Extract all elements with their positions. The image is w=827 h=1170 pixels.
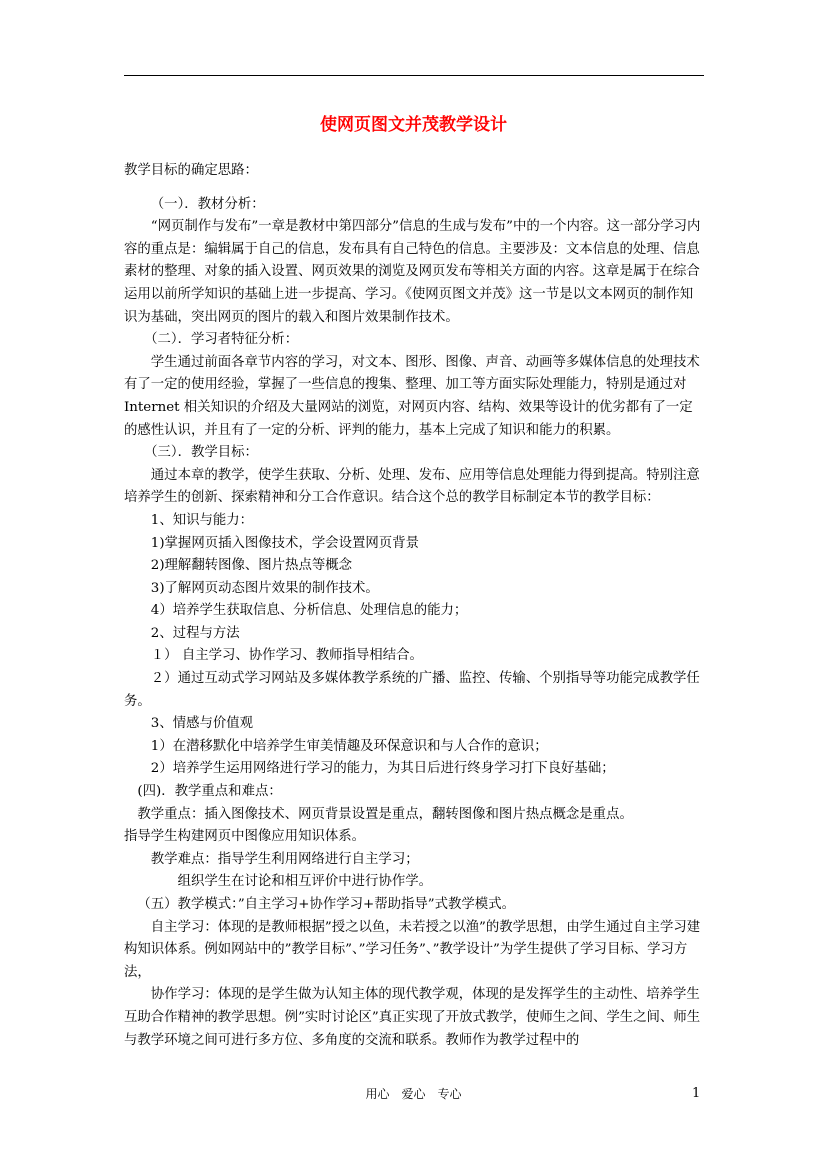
paragraph: 自主学习：体现的是教师根据”授之以鱼，未若授之以渔”的教学思想，由学生通过自主学习建构知识体系。例如网站中的”教学目标”、”学习任务”、”教学设计”为学生提供了学习目标、学习方法，	[124, 919, 701, 980]
paragraph: 协作学习：体现的是学生做为认知主体的现代教学观，体现的是发挥学生的主动性、培养学生互助合作精神的教学思想。例”实时讨论区”真正实现了开放式教学，使师生之间、学生之间、师生与教学环境之间可进行多方位、多角度的交流和联系。教师作为教学过程中的	[124, 987, 701, 1048]
header-rule	[124, 75, 704, 76]
page-number: 1	[692, 1086, 701, 1101]
paragraph: 教学重点：插入图像技术、网页背景设置是重点，翻转图像和图片热点概念是重点。	[137, 806, 633, 822]
paragraph: 2)理解翻转图像、图片热点等概念	[150, 558, 353, 574]
paragraph: 2、过程与方法	[150, 625, 240, 641]
paragraph: 1)掌握网页插入图像技术，学会设置网页背景	[150, 535, 419, 551]
paragraph: １） 自主学习、协作学习、教师指导相结合。	[150, 648, 423, 664]
paragraph: 4）培养学生获取信息、分析信息、处理信息的能力；	[150, 603, 468, 619]
document-body	[124, 160, 704, 1052]
paragraph: 学生通过前面各章节内容的学习，对文本、图形、图像、声音、动画等多媒体信息的处理技术有了一定的使用经验，掌握了一些信息的搜集、整理、加工等方面实际处理能力，特别是通过对 Internet 相关知识的介绍及大量网站的浏览，对网页内容、结构、效果等设计的优劣都有了一定的感性认识，并且有了一定的分析、评判的能力，基本上完成了知识和能力的积累。	[124, 354, 700, 438]
paragraph: 1、知识与能力：	[150, 512, 254, 528]
paragraph: （五）教学模式：”自主学习+协作学习+帮助指导”式教学模式。	[137, 897, 515, 912]
paragraph: 教学目标的确定思路：	[124, 163, 258, 178]
paragraph: （三）．教学目标：	[144, 445, 258, 461]
paragraph: 3、情感与价值观	[150, 716, 254, 732]
paragraph: (四)．教学重点和难点：	[137, 784, 282, 800]
paragraph: ２）通过互动式学习网站及多媒体教学系统的广播、监控、传输、个别指导等功能完成教学任务。	[124, 671, 700, 709]
paragraph: “网页制作与发布”一章是教材中第四部分”信息的生成与发布”中的一个内容。这一部分学习内容的重点是：编辑属于自己的信息，发布具有自己特色的信息。主要涉及：文本信息的处理、信息素材的整理、对象的插入设置、网页效果的浏览及网页发布等相关方面的内容。这章是属于在综合运用以前所学知识的基础上进一步提高、学习。《使网页图文并茂》这一节是以文本网页的制作知识为基础，突出网页的图片的载入和图片效果制作技术。	[124, 219, 701, 325]
paragraph: 组织学生在讨论和相互评价中进行协作学。	[177, 874, 433, 890]
paragraph: （二）．学习者特征分析：	[144, 332, 299, 348]
paragraph: 教学难点：指导学生利用网络进行自主学习；	[150, 851, 419, 867]
paragraph: 3)了解网页动态图片效果的制作技术。	[150, 580, 379, 596]
paragraph: 2）培养学生运用网络进行学习的能力，为其日后进行终身学习打下良好基础；	[150, 761, 615, 777]
paragraph: （一）．教材分析：	[150, 196, 265, 212]
page-footer: 用心 爱心 专心	[365, 1087, 462, 1101]
document-title: 使网页图文并茂教学设计	[320, 115, 507, 135]
paragraph: 1）在潜移默化中培养学生审美情趣及环保意识和与人合作的意识；	[150, 738, 548, 754]
paragraph: 指导学生构建网页中图像应用知识体系。	[124, 829, 366, 845]
paragraph: 通过本章的教学，使学生获取、分析、处理、发布、应用等信息处理能力得到提高。特别注意培养学生的创新、探索精神和分工合作意识。结合这个总的教学目标制定本节的教学目标：	[124, 467, 700, 506]
